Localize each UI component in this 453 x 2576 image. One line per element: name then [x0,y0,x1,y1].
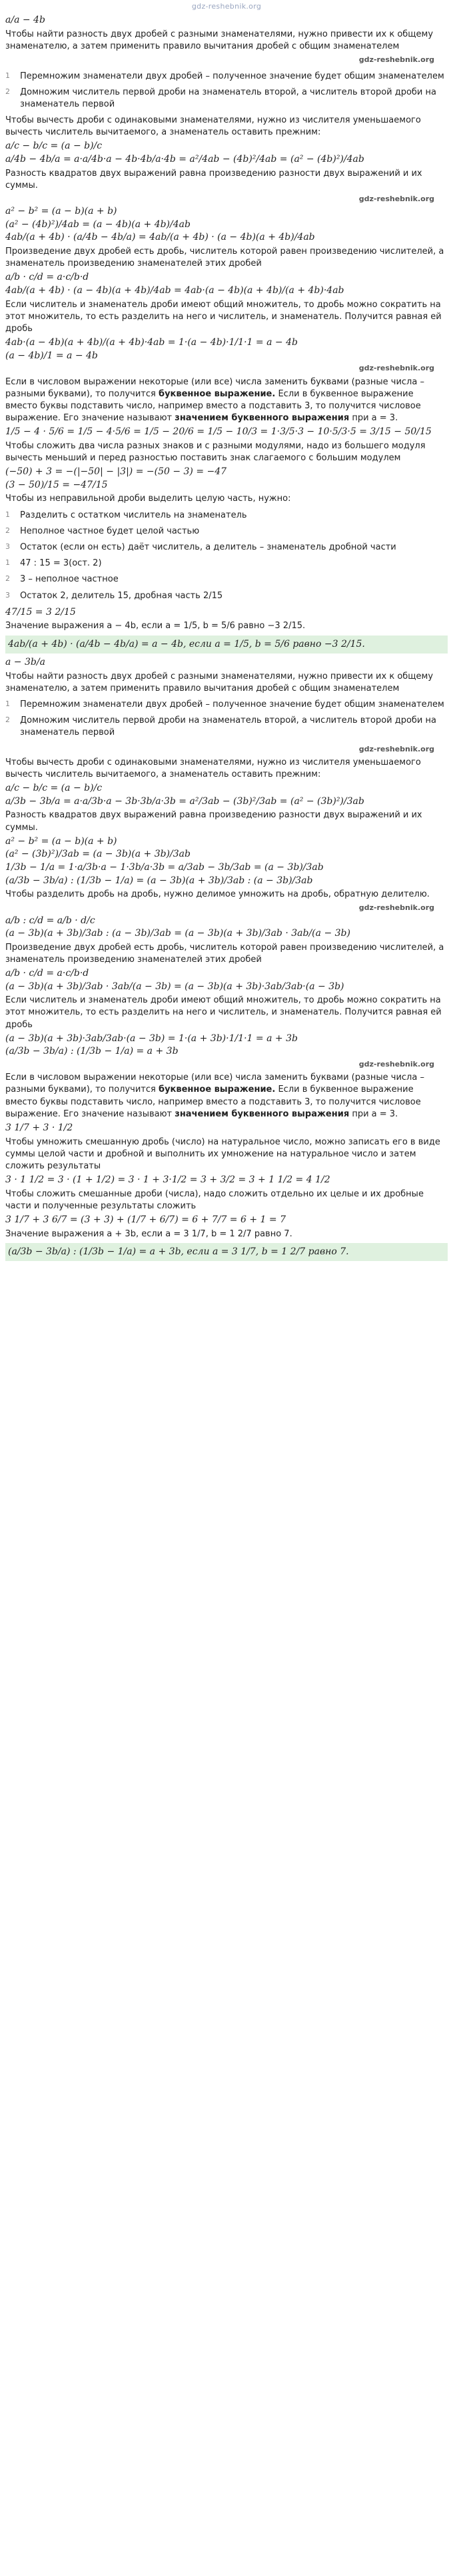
watermark: gdz-reshebnik.org [358,364,434,373]
calc-6b: (a/3b − 3b/a) : (1/3b − 1/a) = a + 3b [5,1046,179,1057]
step-item: 1 Разделить с остатком числитель на знаменатель [5,510,247,520]
intro-text: Чтобы найти разность двух дробей с разными знаменателями, нужно привести их к общему знаменателю, а затем применить правило вычитания дробей с общим знаменателем [5,671,434,693]
calc-3: 4ab/(a + 4b) · (a/4b − 4b/a) = 4ab/(a + 4b) · (a − 4b)(a + 4b)/4ab [5,232,315,243]
watermark: gdz-reshebnik.org [358,744,434,753]
squares-text: Разность квадратов двух выражений равна произведению разности двух выражений и их суммы. [5,168,422,191]
sum-text: Чтобы сложить смешанные дроби (числа), надо сложить отдельно их целые и их дробные части и полученные результаты сложить [5,1188,424,1211]
step-item: 2 Неполное частное будет целой частью [5,526,200,536]
diff-signs-text: Чтобы сложить два числа разных знаков и с разными модулями, надо из большего модуля вычесть меньший и перед разностью поставить знак слагаемого с большим модулем [5,440,426,464]
watermark: gdz-reshebnik.org [358,55,434,65]
watermark: gdz-reshebnik.org [358,1060,434,1069]
value-term: значением буквенного выражения [175,1108,350,1119]
steps-list [5,699,448,739]
calc-9: 3 1/7 + 3 6/7 = (3 + 3) + (1/7 + 6/7) = 6 + 7/7 = 6 + 1 = 7 [5,1214,286,1226]
calc-8: 3 · 1 1/2 = 3 · (1 + 1/2) = 3 · 1 + 3·1/2 = 3 + 3/2 = 3 + 1 1/2 = 4 1/2 [5,1174,330,1186]
answer-pre: Значение выражения a − 4b, если a = 1/5, b = 5/6 равно −3 2/15. [5,621,306,632]
step-item: 3 Остаток 2, делитель 15, дробная часть 2/15 [5,590,223,601]
formula-top: a/a − 4b [5,15,45,26]
calc-6: 1/5 − 4 · 5/6 = 1/5 − 4·5/6 = 1/5 − 20/6 = 1/5 − 10/3 = 1·3/5·3 − 10·5/3·5 = 3/15 − 50/15 [5,426,432,438]
reduce-text: Если числитель и знаменатель дроби имеют общий множитель, то дробь можно сократить на этот множитель, то есть разделить на него и числитель, и знаменатель. Получится равная ей дробь [5,995,442,1030]
reduce-text: Если числитель и знаменатель дроби имеют общий множитель, то дробь можно сократить на этот множитель, то есть разделить на него и числитель, и знаменатель. Получится равная ей дробь [5,299,442,334]
product-text: Произведение двух дробей есть дробь, числитель которой равен произведению числителей, а знаменатель произведению знаменателей этих дробей [5,246,444,269]
calc-9: 47/15 = 3 2/15 [5,606,76,618]
calc-2: (a² − (3b)²)/3ab = (a − 3b)(a + 3b)/3ab [5,849,191,860]
improper-steps [5,510,448,554]
mixed-text: Чтобы умножить смешанную дробь (число) на натуральное число, можно записать его в виде суммы целой части и дробной и выполнить их умножение на натуральное число и затем сложить результаты [5,1136,440,1171]
product-formula: a/b · c/d = a·c/b·d [5,272,89,283]
answer-highlight: (a/3b − 3b/a) : (1/3b − 1/a) = a + 3b, если a = 3 1/7, b = 1 2/7 равно 7. [5,1243,448,1262]
calc-1: a/4b − 4b/a = a·a/4b·a − 4b·4b/a·4b = a²/4ab − (4b)²/4ab = (a² − (4b)²)/4ab [5,154,364,165]
rule-formula: a/c − b/c = (a − b)/c [5,783,103,794]
site-header[interactable]: gdz-reshebnik.org [191,2,262,11]
division-steps [5,558,448,602]
part-2 [5,656,448,1261]
divide-text: Чтобы разделить дробь на дробь, нужно делимое умножить на дробь, обратную делителю. [5,889,430,900]
squares-formula: a² − b² = (a − b)(a + b) [5,206,117,217]
watermark: gdz-reshebnik.org [358,903,434,913]
squares-formula: a² − b² = (a − b)(a + b) [5,835,117,847]
improper-text: Чтобы из неправильной дроби выделить целую часть, нужно: [5,494,291,504]
calc-7: (−50) + 3 = −(|−50| − |3|) = −(50 − 3) = −47 [5,466,227,478]
squares-text: Разность квадратов двух выражений равна произведению разности двух выражений и их суммы. [5,810,422,833]
letter-term: буквенное выражение. [159,1084,276,1095]
value-term: значением буквенного выражения [175,413,350,424]
calc-4: (a − 3b)(a + 3b)/3ab : (a − 3b)/3ab = (a − 3b)(a + 3b)/3ab · 3ab/(a − 3b) [5,928,350,939]
step-item: 1 Перемножим знаменатели двух дробей – полученное значение будет общим знаменателем [5,71,444,81]
page [0,0,453,1272]
step-item: 1 Перемножим знаменатели двух дробей – полученное значение будет общим знаменателем [5,699,444,710]
calc-3: 1/3b − 1/a = 1·a/3b·a − 1·3b/a·3b = a/3ab − 3b/3ab = (a − 3b)/3ab [5,861,324,873]
step-item: 2 3 – неполное частное [5,574,119,585]
calc-1: a/3b − 3b/a = a·a/3b·a − 3b·3b/a·3b = a²/3ab − (3b)²/3ab = (a² − (3b)²)/3ab [5,795,364,807]
divide-formula: a/b : c/d = a/b · d/c [5,915,95,926]
steps-list [5,71,448,111]
calc-7: 3 1/7 + 3 · 1/2 [5,1122,73,1133]
calc-6: (a − 3b)(a + 3b)·3ab/3ab·(a − 3b) = 1·(a + 3b)·1/1·1 = a + 3b [5,1033,298,1044]
calc-3b: (a/3b − 3b/a) : (1/3b − 1/a) = (a − 3b)(a + 3b)/3ab : (a − 3b)/3ab [5,875,313,886]
calc-5: 4ab·(a − 4b)(a + 4b)/(a + 4b)·4ab = 1·(a − 4b)·1/1·1 = a − 4b [5,337,298,348]
product-text: Произведение двух дробей есть дробь, числитель которой равен произведению числителей, а знаменатель произведению знаменателей этих дробей [5,942,444,965]
rule-formula: a/c − b/c = (a − b)/c [5,141,103,152]
calc-4: 4ab/(a + 4b) · (a − 4b)(a + 4b)/4ab = 4ab·(a − 4b)(a + 4b)/(a + 4b)·4ab [5,284,344,296]
calc-2: (a² − (4b)²)/4ab = (a − 4b)(a + 4b)/4ab [5,218,191,230]
step-item: 2 Домножим числитель первой дроби на знаменатель второй, а числитель второй дроби на знаменатель первой [5,87,436,109]
step-item: 2 Домножим числитель первой дроби на знаменатель второй, а числитель второй дроби на знаменатель первой [5,715,436,738]
product-formula: a/b · c/d = a·c/b·d [5,968,89,979]
part-1 [5,14,448,653]
step-item: 1 47 : 15 = 3(ост. 2) [5,558,102,569]
letter-term: буквенное выражение. [159,388,276,399]
answer-highlight: 4ab/(a + 4b) · (a/4b − 4b/a) = a − 4b, если a = 1/5, b = 5/6 равно −3 2/15. [5,636,448,654]
calc-8: (3 − 50)/15 = −47/15 [5,479,108,490]
letter-text: Если в числовом выражении некоторые (или все) числа заменить буквами (разные числа – разными буквами), то получится буквенное выражение. Если в буквенное выражение вместо буквы подставить число, например вместо a подставить 3, то получится числовое выражение. Его значение называют значением буквенного выражения при a = 3. [5,376,424,424]
formula-top: a − 3b/a [5,657,45,668]
answer-pre: Значение выражения a + 3b, если a = 3 1/7, b = 1 2/7 равно 7. [5,1228,292,1239]
calc-5: (a − 3b)(a + 3b)/3ab · 3ab/(a − 3b) = (a − 3b)(a + 3b)·3ab/3ab·(a − 3b) [5,981,344,992]
watermark: gdz-reshebnik.org [358,195,434,204]
calc-5b: (a − 4b)/1 = a − 4b [5,350,98,361]
letter-text: Если в числовом выражении некоторые (или все) числа заменить буквами (разные числа – разными буквами), то получится буквенное выражение. Если в буквенное выражение вместо буквы подставить число, например вместо a подставить 3, то получится числовое выражение. Его значение называют значением буквенного выражения при a = 3. [5,1073,424,1119]
same-denominator-text: Чтобы вычесть дроби с одинаковыми знаменателями, нужно из числителя уменьшаемого вычесть числитель вычитаемого, а знаменатель оставить прежним: [5,115,421,138]
same-denominator-text: Чтобы вычесть дроби с одинаковыми знаменателями, нужно из числителя уменьшаемого вычесть числитель вычитаемого, а знаменатель оставить прежним: [5,757,421,780]
intro-text: Чтобы найти разность двух дробей с разными знаменателями, нужно привести их к общему знаменателю, а затем применить правило вычитания дробей с общим знаменателем [5,29,434,52]
step-item: 3 Остаток (если он есть) даёт числитель, а делитель – знаменатель дробной части [5,542,396,552]
